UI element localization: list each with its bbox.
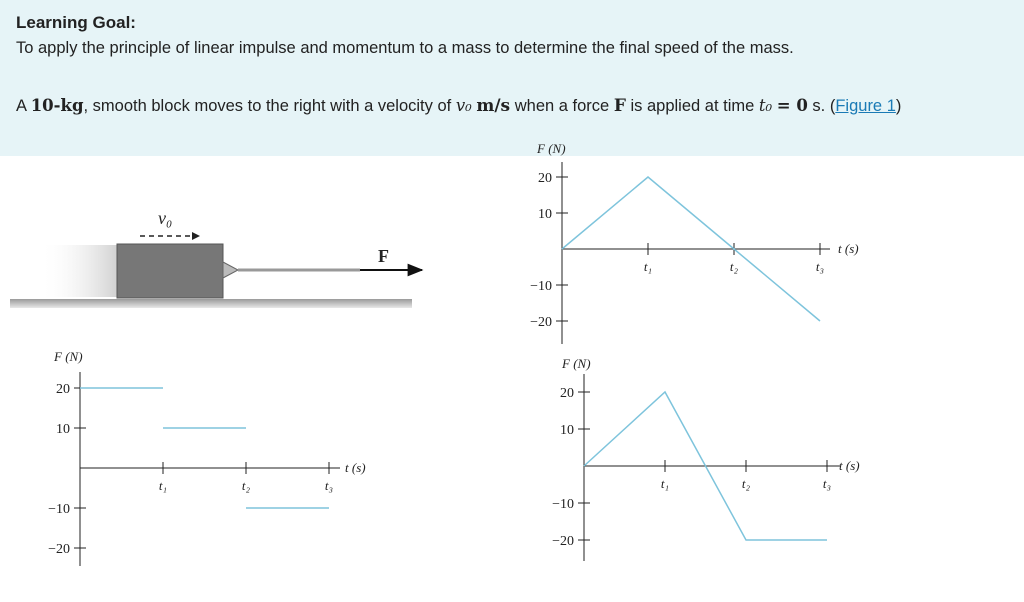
y-tick-label: −10: [552, 497, 574, 512]
force-segments: [80, 388, 329, 508]
time-value: = 0: [776, 96, 808, 115]
ground-surface: [10, 299, 412, 308]
problem-text-force: when a force: [514, 97, 610, 115]
x-tick-label: t₂: [241, 478, 251, 493]
time-symbol: t₀: [758, 96, 773, 115]
x-tick-label: t₂: [729, 259, 739, 274]
velocity-arrow-head: [192, 232, 200, 240]
graph-bottom-right: [552, 356, 860, 561]
y-tick-label: −10: [48, 502, 70, 517]
force-arrow-label: F: [378, 246, 389, 266]
x-tick-label: t₃: [815, 259, 825, 274]
y-tick-label: 10: [538, 207, 552, 222]
block-figure: [10, 208, 422, 308]
y-axis-label: F (N): [54, 349, 83, 364]
time-unit: s.: [812, 97, 826, 115]
figure-link[interactable]: Figure 1: [835, 97, 896, 115]
y-tick-label: −20: [530, 315, 552, 330]
x-tick-label: t₃: [822, 476, 832, 491]
y-tick-label: −20: [48, 542, 70, 557]
pin-bracket: [223, 262, 238, 278]
problem-text-time: is applied at time: [630, 97, 755, 115]
x-tick-label: t₁: [158, 478, 168, 493]
figure-link-close: ): [895, 97, 902, 115]
learning-goal-text: To apply the principle of linear impulse and momentum to a mass to determine the final speed of the mass.: [16, 39, 794, 57]
problem-text-a: A: [16, 97, 27, 115]
y-tick-label: 10: [56, 422, 70, 437]
y-tick-label: 10: [560, 423, 574, 438]
mass-value: 10-kg: [30, 96, 84, 115]
figure-link-open: (: [829, 97, 836, 115]
x-tick-label: t₁: [660, 476, 670, 491]
graph-bottom-left: [48, 349, 366, 566]
y-tick-label: −20: [552, 534, 574, 549]
x-ticks: [159, 462, 333, 493]
x-axis-label: t (s): [839, 458, 860, 473]
y-tick-label: 20: [56, 382, 70, 397]
x-tick-label: t₃: [324, 478, 334, 493]
x-tick-label: t₁: [643, 259, 653, 274]
learning-goal-title: Learning Goal:: [16, 13, 136, 32]
block: [117, 244, 223, 298]
x-axis-label: t (s): [345, 460, 366, 475]
velocity-unit: m/s: [476, 96, 511, 116]
motion-blur: [40, 245, 118, 297]
problem-text-velocity: , smooth block moves to the right with a velocity of: [83, 97, 452, 115]
graph-top-right: [530, 141, 859, 344]
y-axis-label: F (N): [537, 141, 566, 156]
x-ticks: [661, 460, 831, 491]
y-tick-label: −10: [530, 279, 552, 294]
y-tick-label: 20: [560, 386, 574, 401]
velocity-symbol: v₀: [455, 96, 472, 115]
x-axis-label: t (s): [838, 241, 859, 256]
x-tick-label: t₂: [741, 476, 751, 491]
y-axis-label: F (N): [562, 356, 591, 371]
x-ticks: [644, 243, 824, 274]
force-symbol: F: [613, 96, 626, 116]
y-tick-label: 20: [538, 171, 552, 186]
velocity-label: v₀: [158, 208, 173, 228]
